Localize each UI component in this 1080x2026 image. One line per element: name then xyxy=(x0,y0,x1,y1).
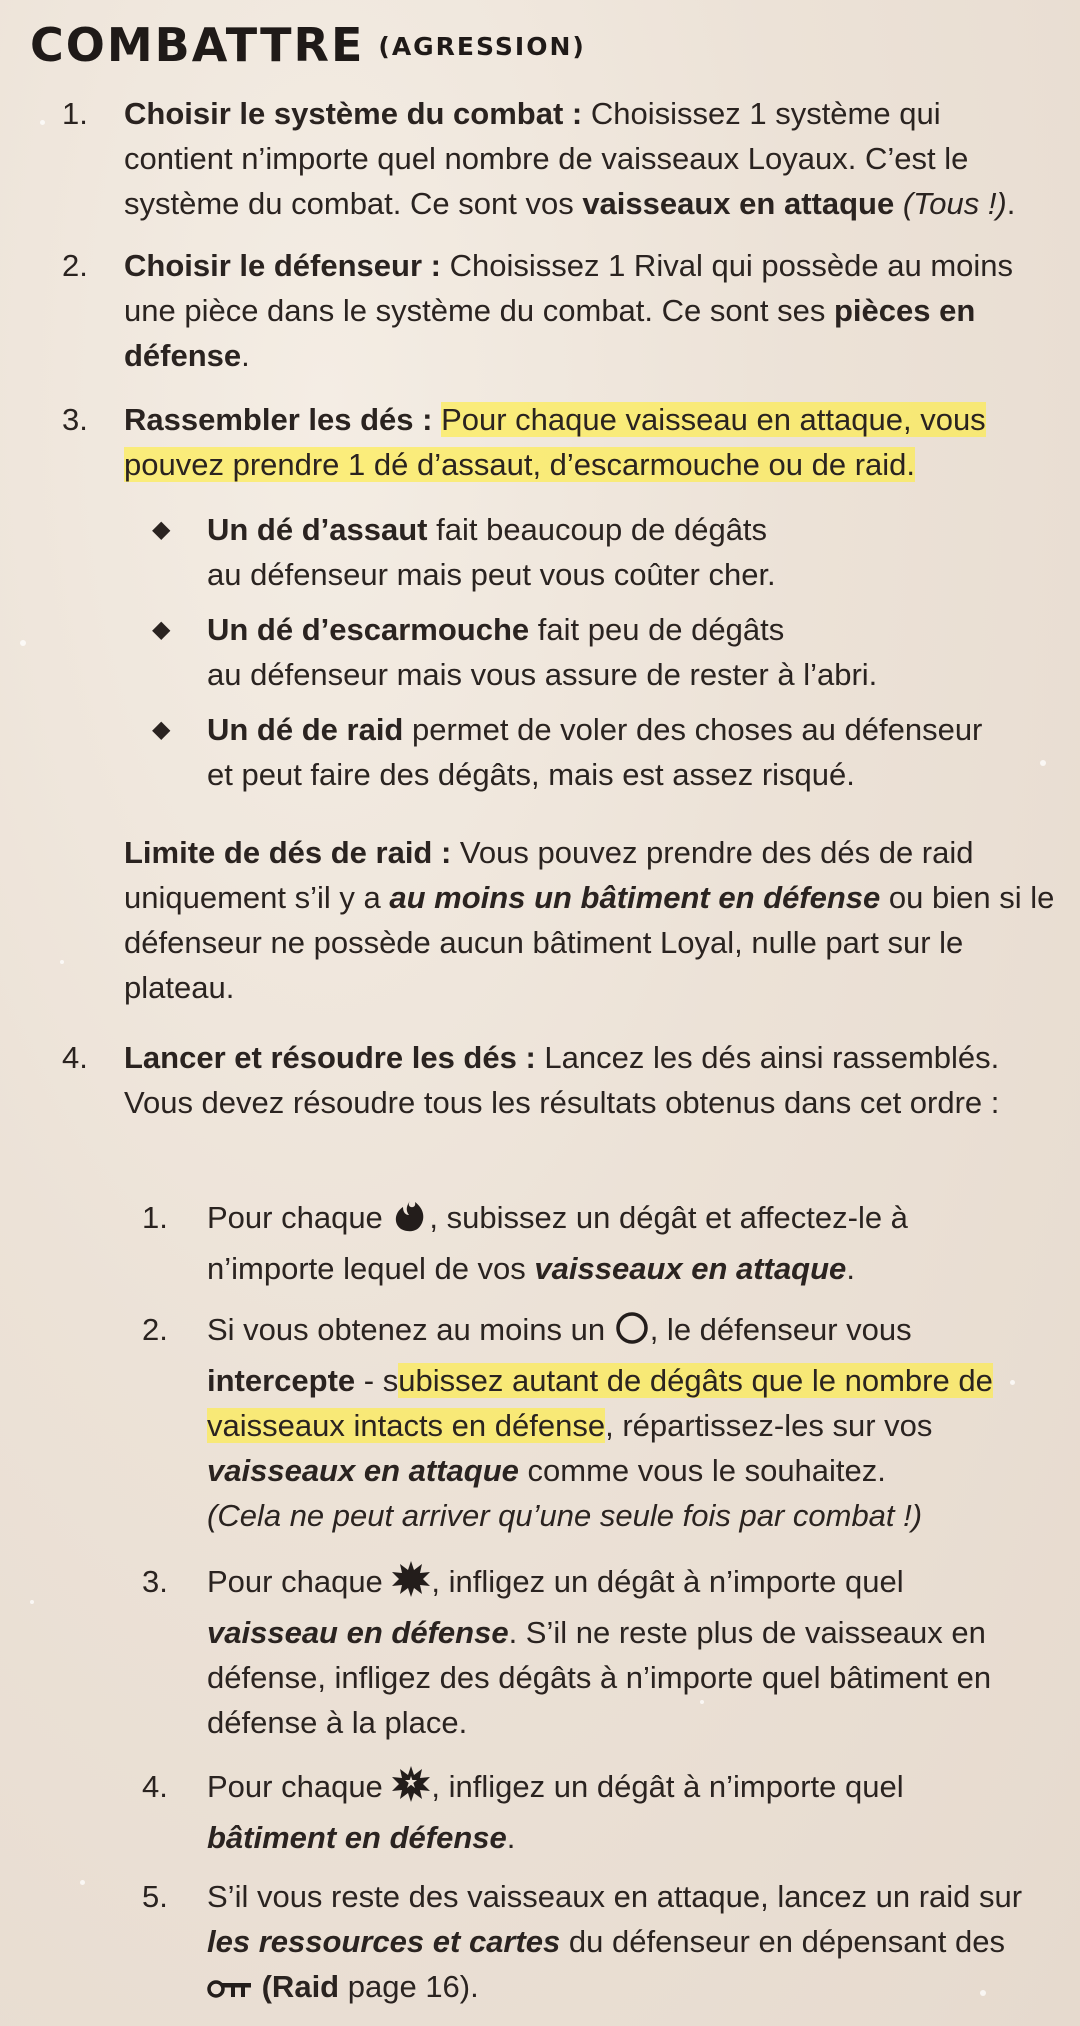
substep-4-text-b: , infligez un dégât à n’importe quel xyxy=(431,1769,904,1804)
self-hit-icon xyxy=(391,1198,429,1246)
raid-limit-text1: Vous pouvez prendre des dés de raid uniquement s’il y a xyxy=(124,835,974,915)
step-2-bold: pièces en défense xyxy=(124,293,976,373)
step-1 xyxy=(124,91,1054,226)
substep-5-text-a: S’il vous reste des vaisseaux en attaque, lancez un raid sur xyxy=(207,1879,1023,1914)
step-3-label: Rassembler les dés : xyxy=(124,402,433,437)
title-main: COMBATTRE xyxy=(30,18,365,72)
dice-assault-line2: au défenseur mais peut vous coûter cher. xyxy=(207,557,776,592)
dice-skirmish xyxy=(207,607,1067,697)
dice-skirmish-line2: au défenseur mais vous assure de rester à l’abri. xyxy=(207,657,878,692)
step-3 xyxy=(124,397,1034,487)
step-2-number: 2. xyxy=(62,248,88,283)
key-icon xyxy=(207,1970,253,2015)
substep-5-emphasis: les ressources et cartes xyxy=(207,1924,561,1959)
step-2-end: . xyxy=(241,338,250,373)
substep-2-text-d: , répartissez-les sur vos xyxy=(605,1408,933,1443)
background-speck xyxy=(80,1880,85,1885)
substep-5-text-c: page 16). xyxy=(339,1969,479,2004)
substep-2-emphasis: vaisseaux en attaque xyxy=(207,1453,519,1488)
substep-3 xyxy=(207,1559,1042,1745)
substep-2-text-c: - s xyxy=(355,1363,399,1398)
background-speck xyxy=(40,120,45,125)
building-hit-icon xyxy=(391,1765,431,1815)
substep-1-number: 1. xyxy=(142,1200,168,1235)
substep-3-text-b: , infligez un dégât à n’importe quel xyxy=(431,1564,904,1599)
title-subtitle: (AGRESSION) xyxy=(378,32,586,61)
substep-1-emphasis: vaisseaux en attaque xyxy=(534,1251,847,1286)
intercept-icon xyxy=(614,1310,650,1358)
hit-icon xyxy=(391,1560,431,1610)
substep-4-emphasis: bâtiment en défense xyxy=(207,1820,507,1855)
step-1-text: Choisissez 1 système qui contient n’importe quel nombre de vaisseaux Loyaux. C’est le système du combat. Ce sont vos xyxy=(124,96,969,221)
step-2 xyxy=(124,243,1024,378)
substep-4 xyxy=(207,1764,1037,1860)
substep-5-text-b: du défenseur en dépensant des xyxy=(560,1924,1005,1959)
substep-5 xyxy=(207,1874,1057,2015)
substep-2-text-a: Si vous obtenez au moins un xyxy=(207,1312,614,1347)
substep-4-text-a: Pour chaque xyxy=(207,1769,392,1804)
section-title xyxy=(30,18,586,72)
dice-skirmish-text: fait peu de dégâts xyxy=(529,612,785,647)
background-speck xyxy=(60,960,64,964)
substep-3-text-c: . S’il ne reste plus de vaisseaux en défense, infligez des dégâts à n’importe quel bâtiment en défense à la place. xyxy=(207,1615,992,1740)
dice-assault xyxy=(207,507,1067,597)
step-1-number: 1. xyxy=(62,96,88,131)
substep-2-number: 2. xyxy=(142,1312,168,1347)
substep-3-number: 3. xyxy=(142,1564,168,1599)
substep-4-text-c: . xyxy=(506,1820,516,1855)
raid-limit-text2: ou bien si le défenseur ne possède aucun bâtiment Loyal, nulle part sur le plateau. xyxy=(124,880,1055,1005)
bullet-diamond-icon: ◆ xyxy=(152,716,171,743)
substep-1-text-a: Pour chaque xyxy=(207,1200,392,1235)
background-speck xyxy=(20,640,26,646)
dice-assault-text: fait beaucoup de dégâts xyxy=(427,512,768,547)
substep-2-note: (Cela ne peut arriver qu’une seule fois par combat !) xyxy=(207,1498,923,1533)
step-3-highlighted-text: Pour chaque vaisseau en attaque, vous pouvez prendre 1 dé d’assaut, d’escarmouche ou de raid. xyxy=(124,402,986,482)
step-2-text: Choisissez 1 Rival qui possède au moins une pièce dans le système du combat. Ce sont ses xyxy=(124,248,1014,328)
substep-5-bold: (Raid xyxy=(253,1969,340,2004)
substep-2-bold: intercepte xyxy=(207,1363,356,1398)
substep-2-text-b: , le défenseur vous xyxy=(649,1312,912,1347)
background-speck xyxy=(30,1600,34,1604)
substep-2-highlighted-text: ubissez autant de dégâts que le nombre de vaisseaux intacts en défense xyxy=(207,1363,993,1443)
bullet-diamond-icon: ◆ xyxy=(152,516,171,543)
step-1-label: Choisir le système du combat : xyxy=(124,96,583,131)
substep-4-number: 4. xyxy=(142,1769,168,1804)
dice-assault-label: Un dé d’assaut xyxy=(207,512,428,547)
substep-3-text-a: Pour chaque xyxy=(207,1564,392,1599)
substep-1 xyxy=(207,1195,1037,1291)
step-1-italic: (Tous !) xyxy=(894,186,1007,221)
substep-2 xyxy=(207,1307,1017,1538)
dice-raid-text: permet de voler des choses au défenseur xyxy=(403,712,983,747)
raid-dice-limit xyxy=(124,830,1059,1010)
substep-1-text-c: . xyxy=(846,1251,855,1286)
substep-3-emphasis: vaisseau en défense xyxy=(207,1615,509,1650)
step-3-spacer xyxy=(432,402,441,437)
bullet-diamond-icon: ◆ xyxy=(152,616,171,643)
dice-raid-line2: et peut faire des dégâts, mais est assez risqué. xyxy=(207,757,855,792)
step-4-label: Lancer et résoudre les dés : xyxy=(124,1040,536,1075)
substep-1-text-b: , subissez un dégât et affectez-le à n’importe lequel de vos xyxy=(207,1200,908,1286)
step-4-number: 4. xyxy=(62,1040,88,1075)
dice-skirmish-label: Un dé d’escarmouche xyxy=(207,612,530,647)
substep-5-number: 5. xyxy=(142,1879,168,1914)
step-4-text: Lancez les dés ainsi rassemblés. Vous devez résoudre tous les résultats obtenus dans cet ordre : xyxy=(124,1040,1000,1120)
dice-raid xyxy=(207,707,1067,797)
step-1-end: . xyxy=(1006,186,1016,221)
step-1-bold: vaisseaux en attaque xyxy=(582,186,895,221)
substep-2-text-e: comme vous le souhaitez. xyxy=(518,1453,886,1488)
step-2-label: Choisir le défenseur : xyxy=(124,248,441,283)
step-4 xyxy=(124,1035,1054,1125)
dice-raid-label: Un dé de raid xyxy=(207,712,404,747)
step-3-number: 3. xyxy=(62,402,88,437)
raid-limit-label: Limite de dés de raid : xyxy=(124,835,452,870)
raid-limit-emphasis: au moins un bâtiment en défense xyxy=(389,880,881,915)
